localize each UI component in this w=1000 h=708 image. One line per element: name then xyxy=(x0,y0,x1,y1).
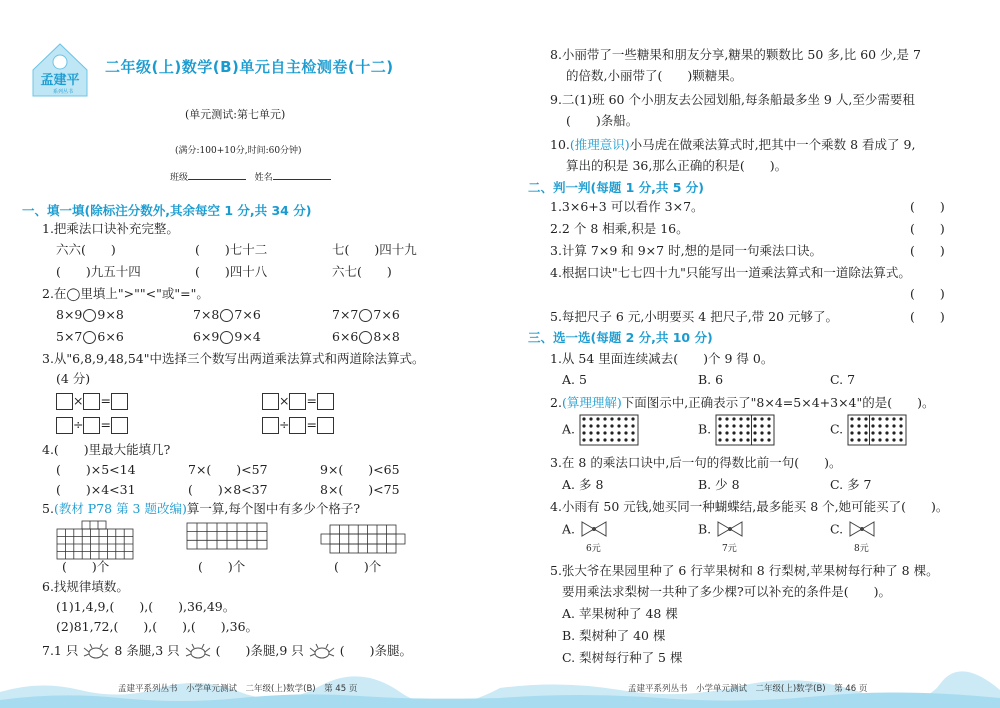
dot xyxy=(740,431,743,434)
dot xyxy=(733,424,736,427)
dot xyxy=(761,424,764,427)
judge-1: 1.3×6+3 可以看作 3×7。 xyxy=(550,199,704,214)
dot xyxy=(878,417,881,420)
dot xyxy=(582,424,585,427)
dot xyxy=(878,431,881,434)
q2-row2-a: 5×7 6×6 xyxy=(56,329,124,344)
dot xyxy=(892,424,895,427)
dot xyxy=(726,417,729,420)
answer-box[interactable] xyxy=(289,417,306,434)
dot xyxy=(857,438,860,441)
dot xyxy=(850,438,853,441)
dot xyxy=(740,417,743,420)
grid-figure-3 xyxy=(320,524,406,554)
question-2: 2.在◯里填上">""<"或"="。 xyxy=(42,286,209,301)
compare-circle[interactable] xyxy=(359,331,372,344)
dot xyxy=(878,438,881,441)
grid-figure-2 xyxy=(186,522,268,550)
answer-box[interactable] xyxy=(289,393,306,410)
choice-4-c[interactable]: C. xyxy=(830,520,877,540)
choice-4: 4.小雨有 50 元钱,她买同一种蝴蝶结,最多能买 8 个,她可能买了( )。 xyxy=(550,499,949,514)
q4-item-6: 8×( )<75 xyxy=(320,482,400,497)
dot xyxy=(719,424,722,427)
dot xyxy=(631,431,634,434)
bow-icon xyxy=(715,520,745,540)
dot xyxy=(850,424,853,427)
page-title: 二年级(上)数学(B)单元自主检测卷(十二) xyxy=(105,58,394,76)
q4-item-3: 9×( )<65 xyxy=(320,462,400,477)
class-name-row xyxy=(170,168,331,187)
name-label: 姓名 xyxy=(254,173,273,183)
question-5: 5.(教材 P78 第 3 题改编)算一算,每个图中有多少个格子? xyxy=(42,501,361,516)
dot xyxy=(899,424,902,427)
choice-3-c[interactable]: C. 多 7 xyxy=(830,477,872,492)
dot xyxy=(878,424,881,427)
dot xyxy=(761,417,764,420)
dot xyxy=(589,438,592,441)
dot xyxy=(719,431,722,434)
dot xyxy=(631,417,634,420)
q5-answer-2: ( )个 xyxy=(198,559,246,574)
dot xyxy=(768,431,771,434)
dot xyxy=(603,438,606,441)
dot xyxy=(768,438,771,441)
dot xyxy=(726,438,729,441)
dot xyxy=(589,431,592,434)
choice-4-a[interactable]: A. xyxy=(562,520,609,540)
question-9-line-1: 9.二(1)班 60 个小朋友去公园划船,每条船最多坐 9 人,至少需要租 xyxy=(550,92,915,107)
dot xyxy=(850,431,853,434)
answer-box[interactable] xyxy=(111,393,128,410)
dot xyxy=(719,438,722,441)
choice-5-line-2: 要用乘法求梨树一共种了多少棵?可以补充的条件是( )。 xyxy=(562,584,891,599)
dot xyxy=(864,438,867,441)
question-4: 4.( )里最大能填几? xyxy=(42,442,171,457)
q6-part-2: (2)81,72,( ),( ),( ),36。 xyxy=(56,619,259,634)
q3-multiply-1: × = xyxy=(56,392,128,410)
dot xyxy=(740,424,743,427)
q6-part-1: (1)1,4,9,( ),( ),36,49。 xyxy=(56,599,236,614)
choice-4-c-price: 8元 xyxy=(854,544,869,554)
judge-4: 4.根据口诀"七七四十九"只能写出一道乘法算式和一道除法算式。 xyxy=(550,265,911,280)
dot-frame xyxy=(848,415,906,445)
dot xyxy=(610,431,613,434)
choice-4-a-price: 6元 xyxy=(586,544,601,554)
choice-1-c[interactable]: C. 7 xyxy=(830,372,856,387)
dot xyxy=(596,431,599,434)
footer-text: 孟建平系列丛书 小学单元测试 二年级(上)数学(B) 第 46 页 xyxy=(628,684,868,694)
dot xyxy=(747,424,750,427)
answer-box[interactable] xyxy=(56,417,73,434)
dot xyxy=(610,438,613,441)
q2-row2-c: 6×6 8×8 xyxy=(332,329,400,344)
answer-box[interactable] xyxy=(83,417,100,434)
choice-3-a[interactable]: A. 多 8 xyxy=(562,477,604,492)
dot xyxy=(761,431,764,434)
dot xyxy=(603,417,606,420)
dot-frame xyxy=(580,415,638,445)
dot xyxy=(857,431,860,434)
choice-2-b[interactable]: B. xyxy=(698,414,775,446)
q1-item-5: ( )四十八 xyxy=(195,264,268,279)
q2-row1-a: 8×9 9×8 xyxy=(56,307,124,322)
dot xyxy=(740,438,743,441)
dot xyxy=(624,417,627,420)
dot xyxy=(582,438,585,441)
q2-row1-c: 7×7 7×6 xyxy=(332,307,400,322)
dot xyxy=(747,438,750,441)
crab-icon xyxy=(184,643,212,661)
judge-1-answer[interactable]: ( ) xyxy=(910,199,945,214)
choice-4-b[interactable]: B. xyxy=(698,520,745,540)
choice-5-b[interactable]: B. 梨树种了 40 棵 xyxy=(562,628,666,643)
dot-frame xyxy=(716,415,774,445)
dot xyxy=(596,417,599,420)
dot xyxy=(857,417,860,420)
grid-figure-1 xyxy=(56,520,134,560)
dot xyxy=(768,417,771,420)
q3-divide-2: ÷ = xyxy=(262,416,334,434)
dot xyxy=(596,424,599,427)
judge-4-answer[interactable]: ( ) xyxy=(910,286,945,301)
dot xyxy=(747,417,750,420)
dot xyxy=(864,424,867,427)
dot xyxy=(733,431,736,434)
dot xyxy=(864,417,867,420)
dot xyxy=(754,438,757,441)
dot xyxy=(871,417,874,420)
dot xyxy=(603,424,606,427)
dot xyxy=(589,424,592,427)
dot xyxy=(885,431,888,434)
choice-4-b-price: 7元 xyxy=(722,544,737,554)
answer-box[interactable] xyxy=(262,393,279,410)
bow-icon xyxy=(847,520,877,540)
dot xyxy=(624,431,627,434)
dot xyxy=(857,424,860,427)
dot xyxy=(885,424,888,427)
q3-multiply-2: × = xyxy=(262,392,334,410)
dot xyxy=(726,424,729,427)
judge-5: 5.每把尺子 6 元,小明要买 4 把尺子,带 20 元够了。 xyxy=(550,309,839,324)
dot xyxy=(899,438,902,441)
q1-item-4: ( )九五十四 xyxy=(56,264,141,279)
choice-1-a[interactable]: A. 5 xyxy=(562,372,587,387)
judge-2-answer[interactable]: ( ) xyxy=(910,221,945,236)
q4-item-2: 7×( )<57 xyxy=(188,462,268,477)
question-3: 3.从"6,8,9,48,54"中选择三个数写出两道乘法算式和两道除法算式。 xyxy=(42,351,425,366)
dot xyxy=(726,431,729,434)
score-info: (满分:100+10分,时间:60分钟) xyxy=(175,146,302,156)
dot xyxy=(754,431,757,434)
question-10-line-1: 10.(推理意识)小马虎在做乘法算式时,把其中一个乘数 8 看成了 9, xyxy=(550,137,916,152)
choice-1-b[interactable]: B. 6 xyxy=(698,372,724,387)
dot xyxy=(733,417,736,420)
dot xyxy=(624,438,627,441)
choice-2-a[interactable]: A. xyxy=(562,414,639,446)
compare-circle[interactable] xyxy=(220,309,233,322)
q5-answer-1: ( )个 xyxy=(62,559,110,574)
judge-5-answer[interactable]: ( ) xyxy=(910,309,945,324)
dot xyxy=(603,431,606,434)
question-9-line-2: ( )条船。 xyxy=(566,113,639,128)
choice-5-a[interactable]: A. 苹果树种了 48 棵 xyxy=(562,606,678,621)
dot xyxy=(899,431,902,434)
dot-array-b xyxy=(715,414,775,446)
answer-box[interactable] xyxy=(317,393,334,410)
dot xyxy=(631,424,634,427)
question-8-line-1: 8.小丽带了一些糖果和朋友分享,糖果的颗数比 50 多,比 60 少,是 7 xyxy=(550,47,921,62)
dot xyxy=(631,438,634,441)
dot xyxy=(871,424,874,427)
publisher-logo xyxy=(25,40,95,102)
dot xyxy=(610,417,613,420)
q3-divide-1: ÷ = xyxy=(56,416,128,434)
compare-circle[interactable] xyxy=(83,309,96,322)
section-3-heading: 三、选一选(每题 2 分,共 10 分) xyxy=(528,330,713,345)
crab-icon xyxy=(82,643,110,661)
q5-answer-3: ( )个 xyxy=(334,559,382,574)
answer-box[interactable] xyxy=(111,417,128,434)
dot xyxy=(624,424,627,427)
question-8-line-2: 的倍数,小丽带了( )颗糖果。 xyxy=(566,68,743,83)
answer-box[interactable] xyxy=(317,417,334,434)
q4-item-5: ( )×8<37 xyxy=(188,482,268,497)
dot xyxy=(871,438,874,441)
choice-2: 2.(算理理解)下面图示中,正确表示了"8×4=5×4+3×4"的是( )。 xyxy=(550,395,935,410)
judge-3: 3.计算 7×9 和 9×7 时,想的是同一句乘法口诀。 xyxy=(550,243,823,258)
q3-score: (4 分) xyxy=(56,371,91,386)
bow-icon xyxy=(579,520,609,540)
dot-array-a xyxy=(579,414,639,446)
answer-box[interactable] xyxy=(83,393,100,410)
q1-item-1: 六六( ) xyxy=(56,242,116,257)
question-6: 6.找规律填数。 xyxy=(42,579,129,594)
name-field[interactable] xyxy=(273,168,331,180)
question-10-line-2: 算出的积是 36,那么正确的积是( )。 xyxy=(566,158,788,173)
compare-circle[interactable] xyxy=(220,331,233,344)
dot xyxy=(754,424,757,427)
dot-array-c xyxy=(847,414,907,446)
section-2-heading: 二、判一判(每题 1 分,共 5 分) xyxy=(528,180,704,195)
dot xyxy=(617,431,620,434)
dot xyxy=(885,417,888,420)
section-1-heading: 一、填一填(除标注分数外,其余每空 1 分,共 34 分) xyxy=(22,203,312,218)
dot xyxy=(899,417,902,420)
choice-1: 1.从 54 里面连续减去( )个 9 得 0。 xyxy=(550,351,774,366)
svg-text:孟建平: 孟建平 xyxy=(40,73,80,88)
dot xyxy=(768,424,771,427)
dot xyxy=(871,431,874,434)
choice-3-b[interactable]: B. 少 8 xyxy=(698,477,740,492)
dot xyxy=(582,431,585,434)
dot xyxy=(885,438,888,441)
svg-text:系列丛书: 系列丛书 xyxy=(52,89,74,95)
dot xyxy=(864,431,867,434)
compare-circle[interactable] xyxy=(359,309,372,322)
dot xyxy=(589,417,592,420)
dot xyxy=(617,417,620,420)
q2-row1-b: 7×8 7×6 xyxy=(193,307,261,322)
judge-2: 2.2 个 8 相乘,积是 16。 xyxy=(550,221,689,236)
choice-2-c[interactable]: C. xyxy=(830,414,907,446)
footer-text: 孟建平系列丛书 小学单元测试 二年级(上)数学(B) 第 45 页 xyxy=(118,684,358,694)
class-field[interactable] xyxy=(188,168,246,180)
q1-item-3: 七( )四十九 xyxy=(332,242,417,257)
q2-row2-b: 6×9 9×4 xyxy=(193,329,261,344)
choice-5-line-1: 5.张大爷在果园里种了 6 行苹果树和 8 行梨树,苹果树每行种了 8 棵。 xyxy=(550,563,939,578)
dot xyxy=(850,417,853,420)
choice-3: 3.在 8 的乘法口诀中,后一句的得数比前一句( )。 xyxy=(550,455,842,470)
dot xyxy=(733,438,736,441)
dot xyxy=(892,417,895,420)
class-label: 班级 xyxy=(170,173,189,183)
unit-subtitle: (单元测试:第七单元) xyxy=(185,108,286,121)
dot xyxy=(596,438,599,441)
dot xyxy=(754,417,757,420)
question-1: 1.把乘法口诀补充完整。 xyxy=(42,221,179,236)
compare-circle[interactable] xyxy=(83,331,96,344)
q4-item-1: ( )×5<14 xyxy=(56,462,136,477)
q4-item-4: ( )×4<31 xyxy=(56,482,136,497)
right-page xyxy=(500,0,1000,708)
q1-item-6: 六七( ) xyxy=(332,264,392,279)
choice-5-c[interactable]: C. 梨树每行种了 5 棵 xyxy=(562,650,683,665)
dot xyxy=(719,417,722,420)
dot xyxy=(747,431,750,434)
dot xyxy=(617,424,620,427)
dot xyxy=(610,424,613,427)
dot xyxy=(892,438,895,441)
answer-box[interactable] xyxy=(56,393,73,410)
dot xyxy=(617,438,620,441)
q1-item-2: ( )七十二 xyxy=(195,242,268,257)
answer-box[interactable] xyxy=(262,417,279,434)
dot xyxy=(892,431,895,434)
dot xyxy=(761,438,764,441)
question-7: 7.1 只 8 条腿,3 只 ( )条腿,9 只 ( )条腿。 xyxy=(42,642,412,661)
crab-icon xyxy=(308,643,336,661)
judge-3-answer[interactable]: ( ) xyxy=(910,243,945,258)
dot xyxy=(582,417,585,420)
